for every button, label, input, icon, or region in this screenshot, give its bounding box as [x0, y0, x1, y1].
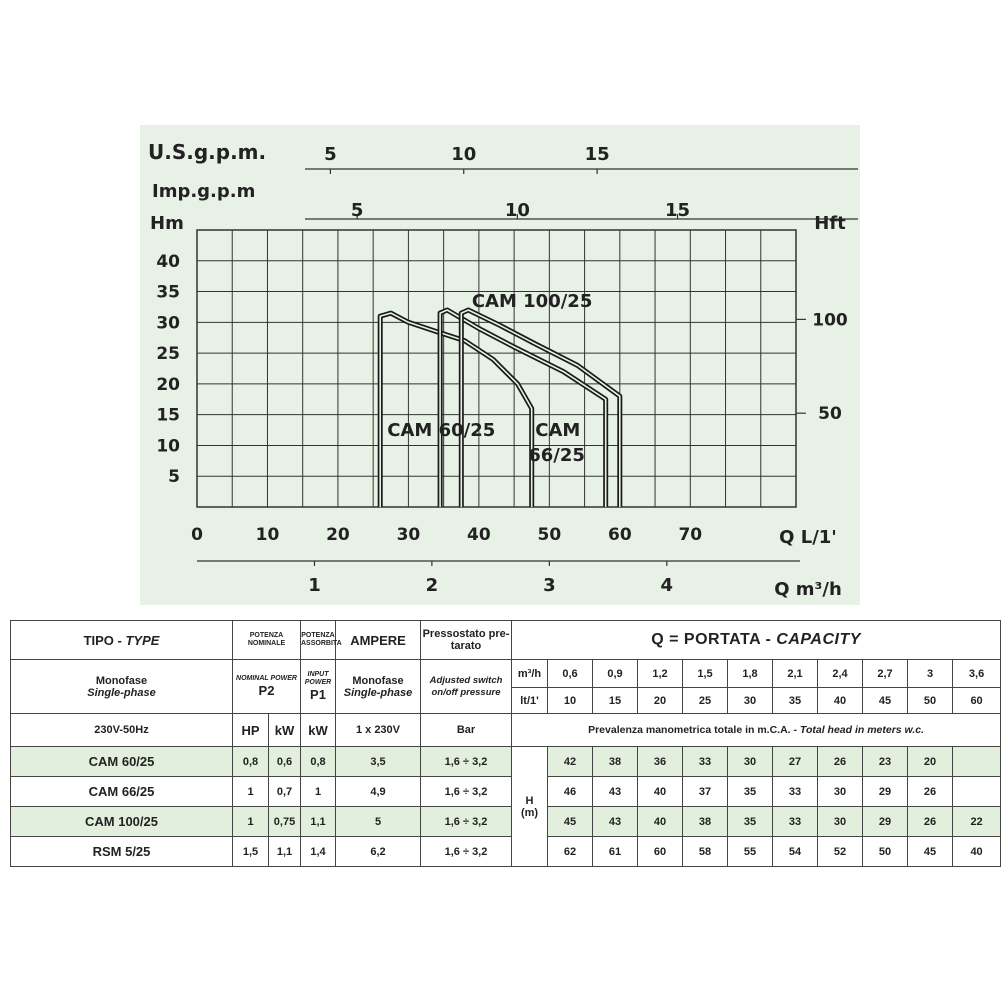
flow-lt: 45 — [863, 688, 908, 714]
lt-label: lt/1' — [512, 688, 548, 714]
kw1-value: 1 — [301, 777, 336, 807]
ampere-value: 4,9 — [336, 777, 421, 807]
ampere-unit: 1 x 230V — [336, 714, 421, 747]
label-cam-66-25: CAM — [535, 420, 581, 442]
table-row — [11, 777, 1001, 807]
head-value: 26 — [818, 747, 863, 777]
head-value — [953, 747, 1001, 777]
right-axis-label: Hft — [814, 213, 846, 234]
x-axis-label: Q L/1' — [779, 527, 837, 548]
pressostato-header: Pressostato pre-tarato — [421, 621, 512, 660]
head-value — [953, 777, 1001, 807]
p1-header: POTENZA ASSORBITA — [301, 621, 336, 660]
flow-m3h: 0,9 — [593, 660, 638, 688]
imp-gpm-axis-label: Imp.g.p.m — [152, 181, 256, 202]
pressure-value: 1,6 ÷ 3,2 — [421, 837, 512, 867]
flow-m3h: 0,6 — [548, 660, 593, 688]
ampere-sub: Monofase Single-phase — [336, 660, 421, 714]
voltage-label: 230V-50Hz — [11, 714, 233, 747]
head-value: 55 — [728, 837, 773, 867]
flow-lt: 20 — [638, 688, 683, 714]
head-value: 33 — [773, 807, 818, 837]
head-value: 27 — [773, 747, 818, 777]
us-gpm-tick-label: 10 — [451, 144, 477, 165]
pressure-value: 1,6 ÷ 3,2 — [421, 777, 512, 807]
pressure-value: 1,6 ÷ 3,2 — [421, 807, 512, 837]
model-name: CAM 66/25 — [11, 777, 233, 807]
us-gpm-tick-label: 5 — [324, 144, 337, 165]
kw1-value: 1,4 — [301, 837, 336, 867]
hp-value: 1 — [233, 777, 269, 807]
head-value: 38 — [683, 807, 728, 837]
head-value: 45 — [548, 807, 593, 837]
hp-value: 1 — [233, 807, 269, 837]
p1-sub: INPUT POWER P1 — [301, 660, 336, 714]
ampere-value: 3,5 — [336, 747, 421, 777]
flow-m3h: 1,8 — [728, 660, 773, 688]
ampere-value: 5 — [336, 807, 421, 837]
head-value: 35 — [728, 777, 773, 807]
flow-lt: 25 — [683, 688, 728, 714]
imp-gpm-tick-label: 10 — [504, 200, 530, 221]
type-header: TIPO - TYPE — [11, 621, 233, 660]
label-cam-66-25: 66/25 — [528, 444, 585, 466]
hp-label: HP — [233, 714, 269, 747]
kw2-value: 0,75 — [269, 807, 301, 837]
head-value: 40 — [953, 837, 1001, 867]
kw1-value: 1,1 — [301, 807, 336, 837]
flow-lt: 40 — [818, 688, 863, 714]
head-value: 61 — [593, 837, 638, 867]
imp-gpm-tick-label: 15 — [665, 200, 691, 221]
p2-sub: NOMINAL POWER P2 — [233, 660, 301, 714]
head-value: 30 — [818, 777, 863, 807]
pump-curve-chart — [140, 125, 860, 605]
head-value: 46 — [548, 777, 593, 807]
model-name: CAM 60/25 — [11, 747, 233, 777]
flow-lt: 50 — [908, 688, 953, 714]
head-value: 37 — [683, 777, 728, 807]
model-name: CAM 100/25 — [11, 807, 233, 837]
ampere-header: AMPERE — [336, 621, 421, 660]
head-value: 62 — [548, 837, 593, 867]
header-row-2 — [11, 660, 1001, 688]
flow-lt: 30 — [728, 688, 773, 714]
head-value: 30 — [728, 747, 773, 777]
head-label: H (m) — [512, 747, 548, 867]
head-value: 60 — [638, 837, 683, 867]
kw-label-p1: kW — [301, 714, 336, 747]
flow-lt: 15 — [593, 688, 638, 714]
table-row — [11, 807, 1001, 837]
left-axis-tick-label: 25 — [156, 344, 180, 365]
flow-m3h: 1,5 — [683, 660, 728, 688]
head-value: 58 — [683, 837, 728, 867]
head-value: 26 — [908, 777, 953, 807]
x-axis-tick-label: 60 — [607, 525, 632, 545]
flow-lt: 35 — [773, 688, 818, 714]
left-axis-tick-label: 5 — [168, 467, 180, 488]
head-value: 43 — [593, 807, 638, 837]
left-axis-tick-label: 30 — [156, 313, 180, 334]
kw1-value: 0,8 — [301, 747, 336, 777]
left-axis-label: Hm — [150, 213, 184, 234]
capacity-header: Q = PORTATA - CAPACITY — [512, 621, 1001, 660]
us-gpm-tick-label: 15 — [584, 144, 610, 165]
head-value: 42 — [548, 747, 593, 777]
pressure-value: 1,6 ÷ 3,2 — [421, 747, 512, 777]
head-value: 40 — [638, 807, 683, 837]
table-row — [11, 747, 1001, 777]
us-gpm-axis-label: U.S.g.p.m. — [148, 140, 267, 164]
p2-header: POTENZA NOMINALE — [233, 621, 301, 660]
flow-m3h: 3,6 — [953, 660, 1001, 688]
x-axis-tick-label: 0 — [191, 525, 203, 545]
head-value: 20 — [908, 747, 953, 777]
bar-label: Bar — [421, 714, 512, 747]
chart-svg — [140, 125, 860, 605]
flow-m3h: 1,2 — [638, 660, 683, 688]
head-value: 50 — [863, 837, 908, 867]
head-value: 52 — [818, 837, 863, 867]
kw-label: kW — [269, 714, 301, 747]
imp-gpm-tick-label: 5 — [350, 200, 364, 221]
ampere-value: 6,2 — [336, 837, 421, 867]
spec-table — [10, 620, 1001, 867]
header-row-1 — [11, 621, 1001, 660]
head-value: 33 — [773, 777, 818, 807]
m3h-tick-label: 4 — [660, 575, 674, 596]
head-value: 54 — [773, 837, 818, 867]
hp-value: 1,5 — [233, 837, 269, 867]
head-value: 45 — [908, 837, 953, 867]
pressostato-sub: Adjusted switch on/off pressure — [421, 660, 512, 714]
x-axis-tick-label: 40 — [467, 525, 491, 545]
left-axis-tick-label: 20 — [156, 374, 180, 395]
head-value: 29 — [863, 777, 908, 807]
head-value: 35 — [728, 807, 773, 837]
head-value: 22 — [953, 807, 1001, 837]
head-value: 38 — [593, 747, 638, 777]
m3h-tick-label: 1 — [308, 575, 321, 596]
head-value: 30 — [818, 807, 863, 837]
head-value: 43 — [593, 777, 638, 807]
flow-m3h: 3 — [908, 660, 953, 688]
left-axis-tick-label: 10 — [156, 436, 180, 457]
x-axis-tick-label: 50 — [537, 525, 562, 545]
label-cam-100-25: CAM 100/25 — [471, 290, 593, 312]
x-axis-tick-label: 10 — [255, 525, 280, 545]
model-name: RSM 5/25 — [11, 837, 233, 867]
header-row-4 — [11, 714, 1001, 747]
right-axis-tick-label: 100 — [812, 310, 848, 331]
left-axis-tick-label: 35 — [156, 282, 180, 303]
label-cam-60-25: CAM 60/25 — [387, 420, 496, 442]
x-axis-tick-label: 70 — [678, 525, 703, 545]
kw2-value: 0,6 — [269, 747, 301, 777]
head-note: Prevalenza manometrica totale in m.C.A. - Total head in meters w.c. — [512, 714, 1001, 747]
right-axis-tick-label: 50 — [818, 404, 842, 425]
m3h-tick-label: 2 — [425, 575, 439, 596]
left-axis-tick-label: 15 — [156, 405, 180, 426]
kw2-value: 0,7 — [269, 777, 301, 807]
phase-label: Monofase Single-phase — [11, 660, 233, 714]
flow-lt: 60 — [953, 688, 1001, 714]
flow-m3h: 2,1 — [773, 660, 818, 688]
head-value: 29 — [863, 807, 908, 837]
head-value: 23 — [863, 747, 908, 777]
hp-value: 0,8 — [233, 747, 269, 777]
flow-m3h: 2,7 — [863, 660, 908, 688]
flow-m3h: 2,4 — [818, 660, 863, 688]
head-value: 26 — [908, 807, 953, 837]
kw2-value: 1,1 — [269, 837, 301, 867]
m3h-label: m³/h — [512, 660, 548, 688]
left-axis-tick-label: 40 — [156, 251, 180, 272]
m3h-axis-label: Q m³/h — [774, 579, 842, 600]
flow-lt: 10 — [548, 688, 593, 714]
m3h-tick-label: 3 — [543, 575, 556, 596]
x-axis-tick-label: 20 — [326, 525, 350, 545]
head-value: 36 — [638, 747, 683, 777]
table-row — [11, 837, 1001, 867]
x-axis-tick-label: 30 — [396, 525, 421, 545]
head-value: 40 — [638, 777, 683, 807]
head-value: 33 — [683, 747, 728, 777]
